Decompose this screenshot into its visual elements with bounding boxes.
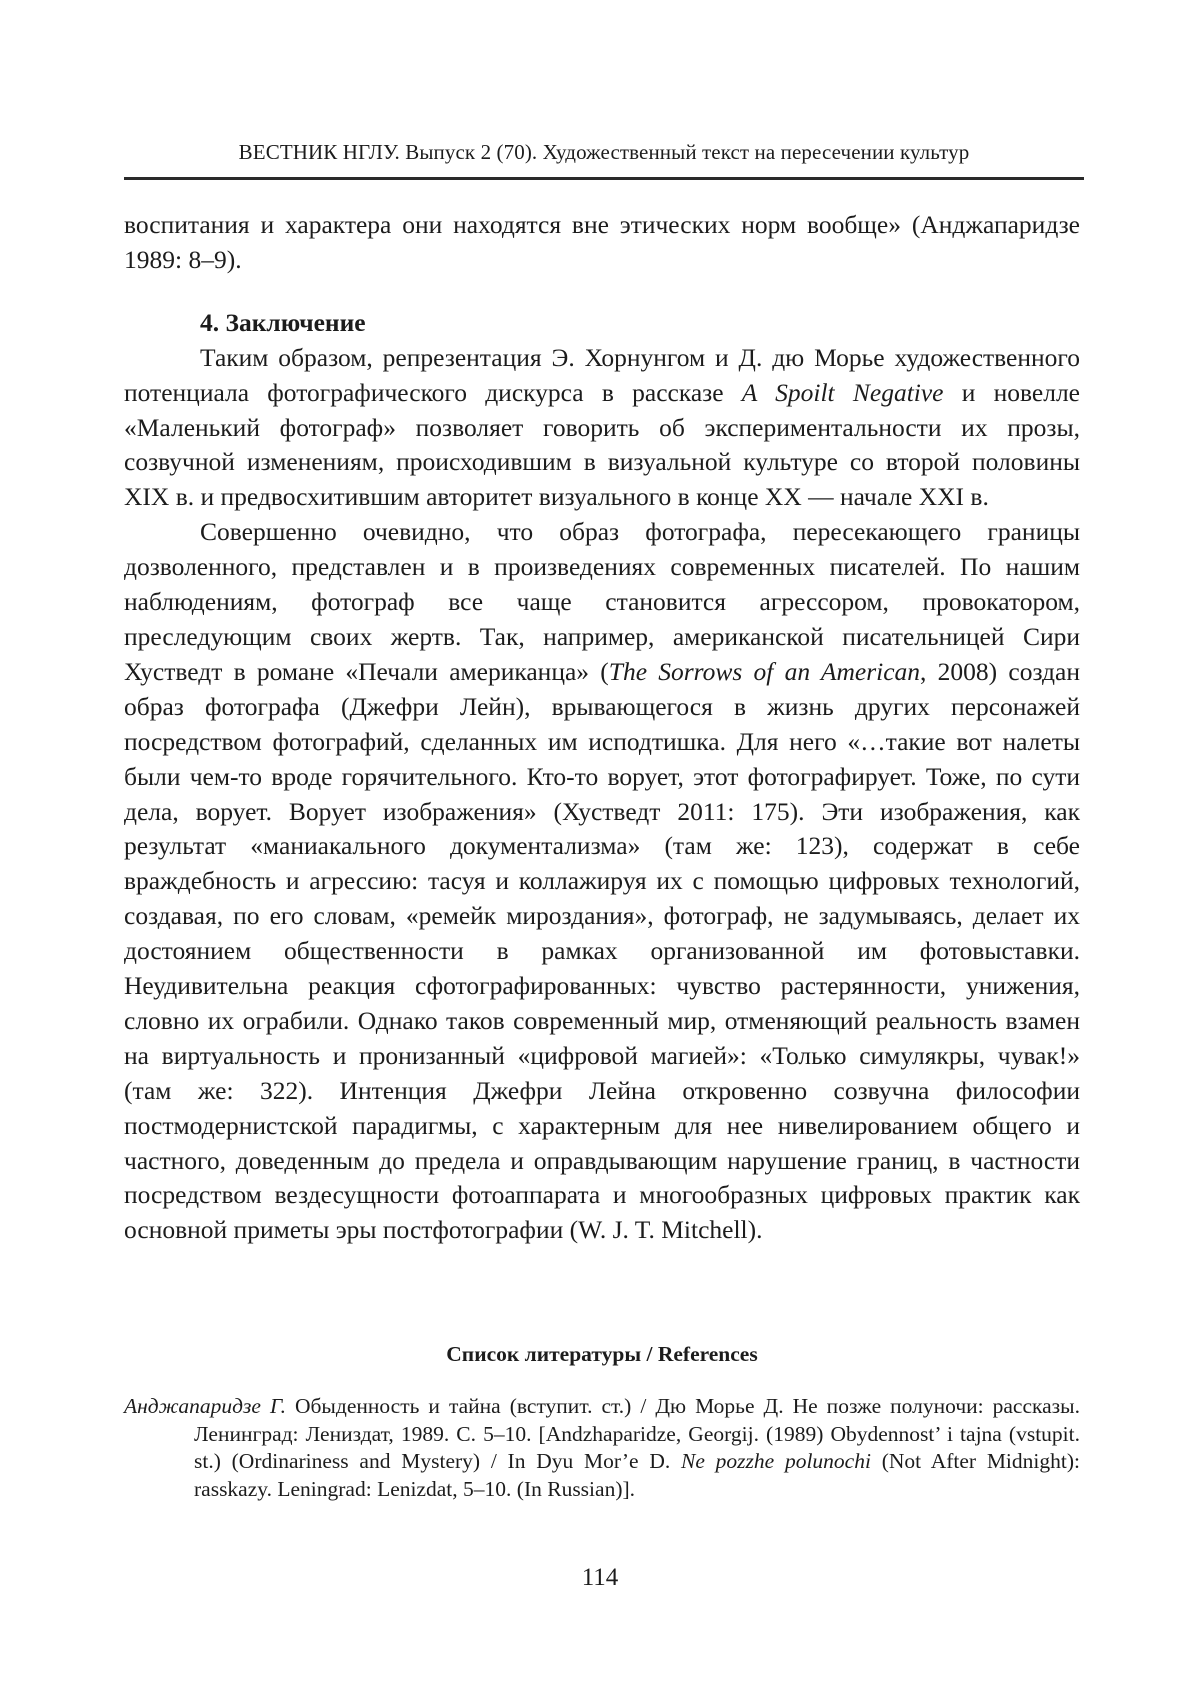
paragraph-1-text-a: Таким образом, репрезентация Э. Хорнунгом и Д. дю Морье художественного потенциала фотографического дискурса в рассказе xyxy=(124,343,1080,407)
opening-paragraph: воспитания и характера они находятся вне этических норм вообще» (Анджапаридзе 1989: 8–9). xyxy=(124,208,1080,278)
article-body xyxy=(124,208,1080,1248)
work-title-spoilt-negative: A Spoilt Negative xyxy=(742,378,944,407)
running-header xyxy=(124,137,1084,180)
reference-text-b: (Not After Midnight): rasskazy. Leningrad: Lenizdat, 5–10. (In Russian)]. xyxy=(194,1449,1080,1501)
page-number: 114 xyxy=(0,1563,1200,1593)
journal-running-title: ВЕСТНИК НГЛУ. Выпуск 2 (70). Художественный текст на пересечении культур xyxy=(239,140,970,164)
conclusion-paragraph-1 xyxy=(124,341,1080,516)
section-heading-conclusion: 4. Заключение xyxy=(124,306,1080,341)
work-title-sorrows-of-an-american: The Sorrows of an American xyxy=(609,657,920,686)
paragraph-2-text-a: Совершенно очевидно, что образ фотографа, пересекающего границы дозволенного, представлен и в произведениях современных писателей. По нашим наблюдениям, фотограф все чаще становится агрессором, провокатором, преследующим своих жертв. Так, например, американской писательницей Сири Хустведт в романе «Печали американца» ( xyxy=(124,517,1080,686)
paragraph-1-text-b: и новелле «Маленький фотограф» позволяет говорить об экспериментальности их прозы, созвучной изменениям, происходившим в визуальной культуре со второй половины XIX в. и предвосхитившим авторитет визуального в конце XX — начале XXI в. xyxy=(124,378,1080,512)
paragraph-2-text-b: , 2008) создан образ фотографа (Джефри Лейн), врывающегося в жизнь других персонажей посредством фотографий, сделанных им исподтишка. Для него «…такие вот налеты были чем-то вроде горячительного. Кто-то ворует, этот фотографирует. Тоже, по сути дела, ворует. Ворует изображения» (Хустведт 2011: 175). Эти изображения, как результат «маниакального документализма» (там же: 123), содержат в себе враждебность и агрессию: тасуя и коллажируя их с помощью цифровых технологий, создавая, по его словам, «ремейк мироздания», фотограф, не задумываясь, делает их достоянием общественности в рамках организованной им фотовыставки. Неудивительна реакция сфотографированных: чувство растерянности, унижения, словно их ограбили. Однако таков современный мир, отменяющий реальность взамен на виртуальность и пронизанный «цифровой магией»: «Только симулякры, чувак!» (там же: 322). Интенция Джефри Лейна откровенно созвучна философии постмодернистской парадигмы, с характерным для нее нивелированием общего и частного, доведенным до предела и оправдывающим нарушение границ, в частности посредством вездесущности фотоаппарата и многообразных цифровых практик как основной приметы эры постфотографии (W. J. T. Mitchell). xyxy=(124,657,1080,1245)
references-heading: Список литературы / References xyxy=(124,1339,1080,1369)
reference-title: Ne pozzhe polunochi xyxy=(681,1449,871,1473)
conclusion-paragraph-2 xyxy=(124,515,1080,1248)
reference-author: Анджапаридзе Г. xyxy=(124,1394,286,1418)
reference-entry xyxy=(124,1393,1080,1503)
reference-text-a: Обыденность и тайна (вступит. ст.) / Дю Морье Д. Не позже полуночи: рассказы. Ленинград: Лениздат, 1989. С. 5–10. [Andzhaparidze, Georgij. (1989) Obydennost’ i tajna (vstupit. st.) (Ordinariness and Mystery) / In Dyu Mor’e D. xyxy=(194,1394,1080,1473)
